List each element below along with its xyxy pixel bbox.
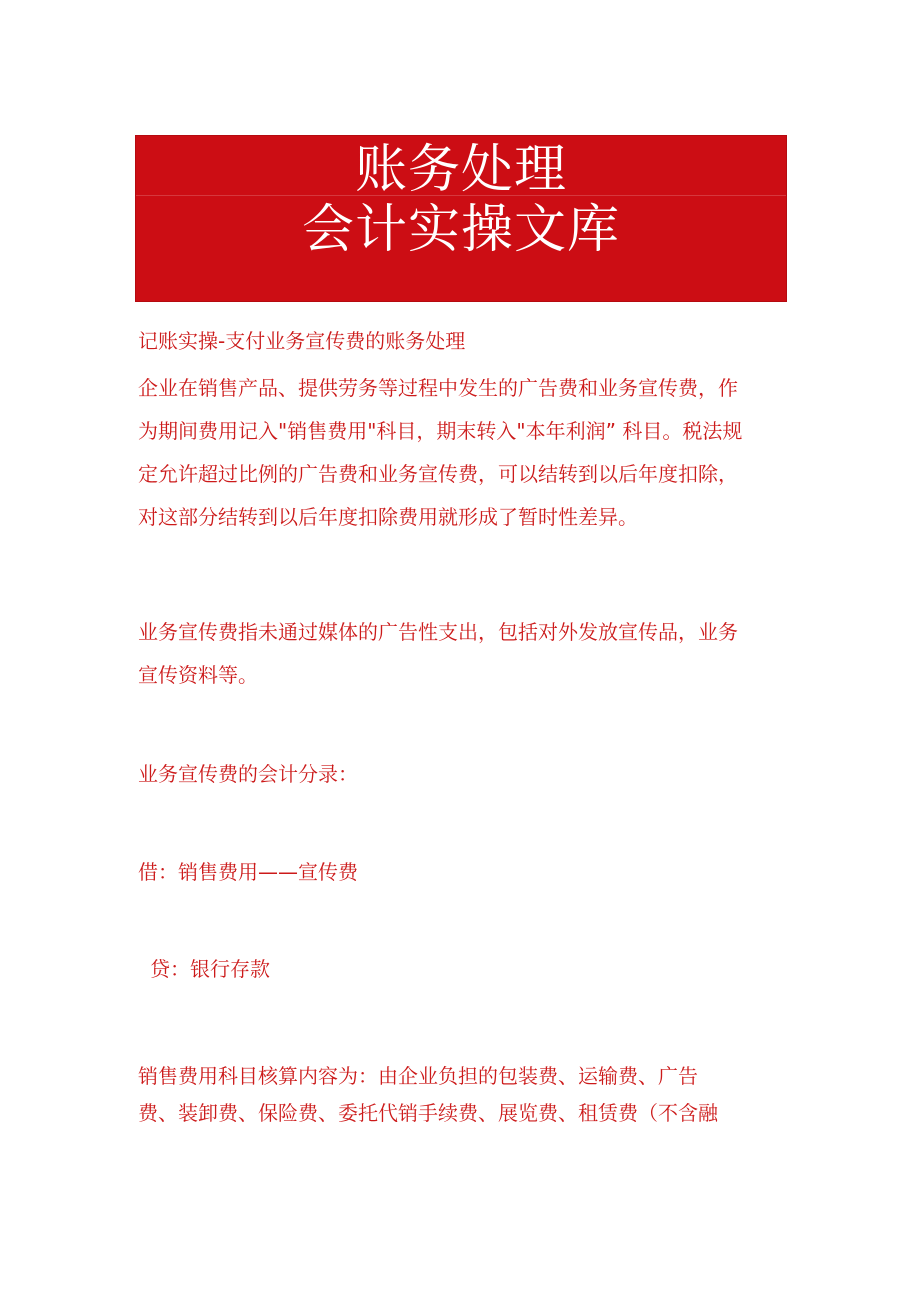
article-subtitle: 记账实操-支付业务宣传费的账务处理 [138,329,466,353]
debit-entry: 借：销售费用——宣传费 [138,860,358,884]
credit-entry: 贷：银行存款 [150,957,270,981]
paragraph-selling-expense-scope [138,1058,718,1132]
paragraph-line: 为期间费用记入"销售费用"科目，期末转入"本年利润” 科目。税法规 [138,419,743,443]
banner-title-line-1: 账务处理 [354,140,567,200]
banner-title-line-2: 会计实操文库 [301,200,620,260]
paragraph-promotion-definition [138,611,738,697]
paragraph-line: 定允许超过比例的广告费和业务宣传费，可以结转到以后年度扣除， [138,462,738,486]
paragraph-line: 宣传资料等。 [138,663,258,687]
paragraph-line: 企业在销售产品、提供劳务等过程中发生的广告费和业务宣传费，作 [138,376,738,400]
paragraph-line: 对这部分结转到以后年度扣除费用就形成了暂时性差异。 [138,505,638,529]
paragraph-line: 费、装卸费、保险费、委托代销手续费、展览费、租赁费（不含融 [138,1101,718,1125]
paragraph-advertising-expense [138,367,742,539]
paragraph-line: 业务宣传费指未通过媒体的广告性支出，包括对外发放宣传品，业务 [138,620,738,644]
entry-heading: 业务宣传费的会计分录： [138,762,358,786]
paragraph-line: 销售费用科目核算内容为：由企业负担的包装费、运输费、广告 [138,1064,698,1088]
title-banner [135,135,787,302]
